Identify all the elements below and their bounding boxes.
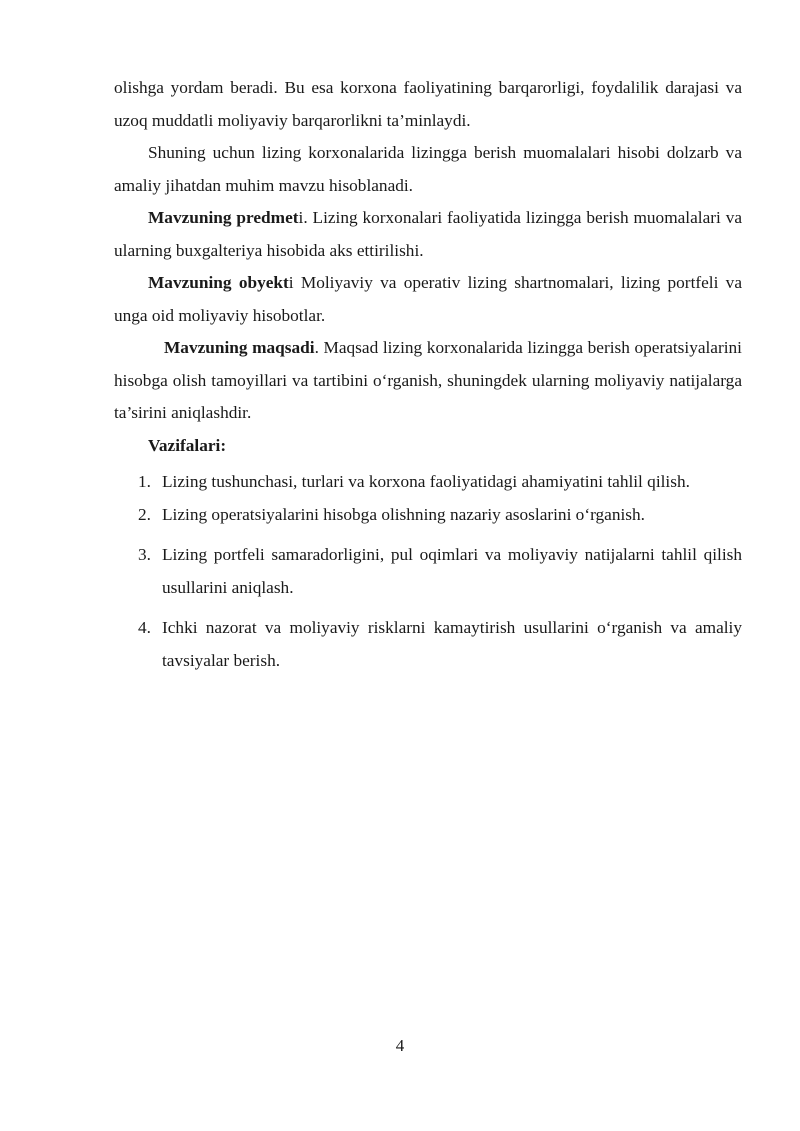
subject-label: Mavzuning predmet <box>148 208 299 227</box>
list-item <box>114 539 742 604</box>
list-item <box>114 612 742 677</box>
paragraph-goal <box>114 332 742 430</box>
object-label-suffix: i <box>288 273 294 292</box>
list-item-number: 3. <box>138 545 151 564</box>
list-item-text: Ichki nazorat va moliyaviy risklarni kamaytirish usullarini o‘rganish va amaliy tavsiyalar berish. <box>162 618 742 670</box>
list-item-text: Lizing portfeli samaradorligini, pul oqimlari va moliyaviy natijalarni tahlil qilish usullarini aniqlash. <box>162 545 742 597</box>
list-item <box>114 499 742 532</box>
list-item-text: Lizing tushunchasi, turlari va korxona faoliyatidagi ahamiyatini tahlil qilish. <box>162 472 690 491</box>
list-item-number: 2. <box>138 504 151 524</box>
subject-label-suffix: i <box>298 208 304 227</box>
subject-text: . Lizing korxonalari faoliyatida lizingga berish muomalalari va ularning buxgalteriya hisobida aks ettirilishi. <box>114 208 743 260</box>
list-item <box>114 466 742 499</box>
object-text: Moliyaviy va operativ lizing shartnomalari, lizing portfeli va unga oid moliyaviy hisobotlar. <box>114 273 742 325</box>
paragraph-subject <box>114 202 742 267</box>
paragraph-object <box>114 267 742 332</box>
list-item-number: 1. <box>138 472 151 491</box>
list-item-text: Lizing operatsiyalarini hisobga olishning nazariy asoslarini o‘rganish. <box>162 504 645 524</box>
goal-label: Mavzuning maqsadi <box>164 338 315 357</box>
paragraph-intro: olishga yordam beradi. Bu esa korxona faoliyatining barqarorligi, foydalilik darajasi va uzoq muddatli moliyaviy barqarorlikni ta’minlaydi. <box>114 78 742 130</box>
list-item-number: 4. <box>138 618 151 637</box>
object-label: Mavzuning obyekt <box>148 273 289 292</box>
paragraph-relevance: Shuning uchun lizing korxonalarida lizingga berish muomalalari hisobi dolzarb va amaliy jihatdan muhim mavzu hisoblanadi. <box>114 143 742 195</box>
goal-text: . Maqsad lizing korxonalarida lizingga berish operatsiyalarini hisobga olish tamoyillari va tartibini o‘rganish, shuningdek ularning moliyaviy natijalarga ta’sirini aniqlashdir. <box>114 338 742 422</box>
page-number: 4 <box>395 1036 405 1055</box>
page-content <box>114 72 742 677</box>
tasks-list <box>114 466 742 677</box>
tasks-heading: Vazifalari: <box>148 435 227 455</box>
